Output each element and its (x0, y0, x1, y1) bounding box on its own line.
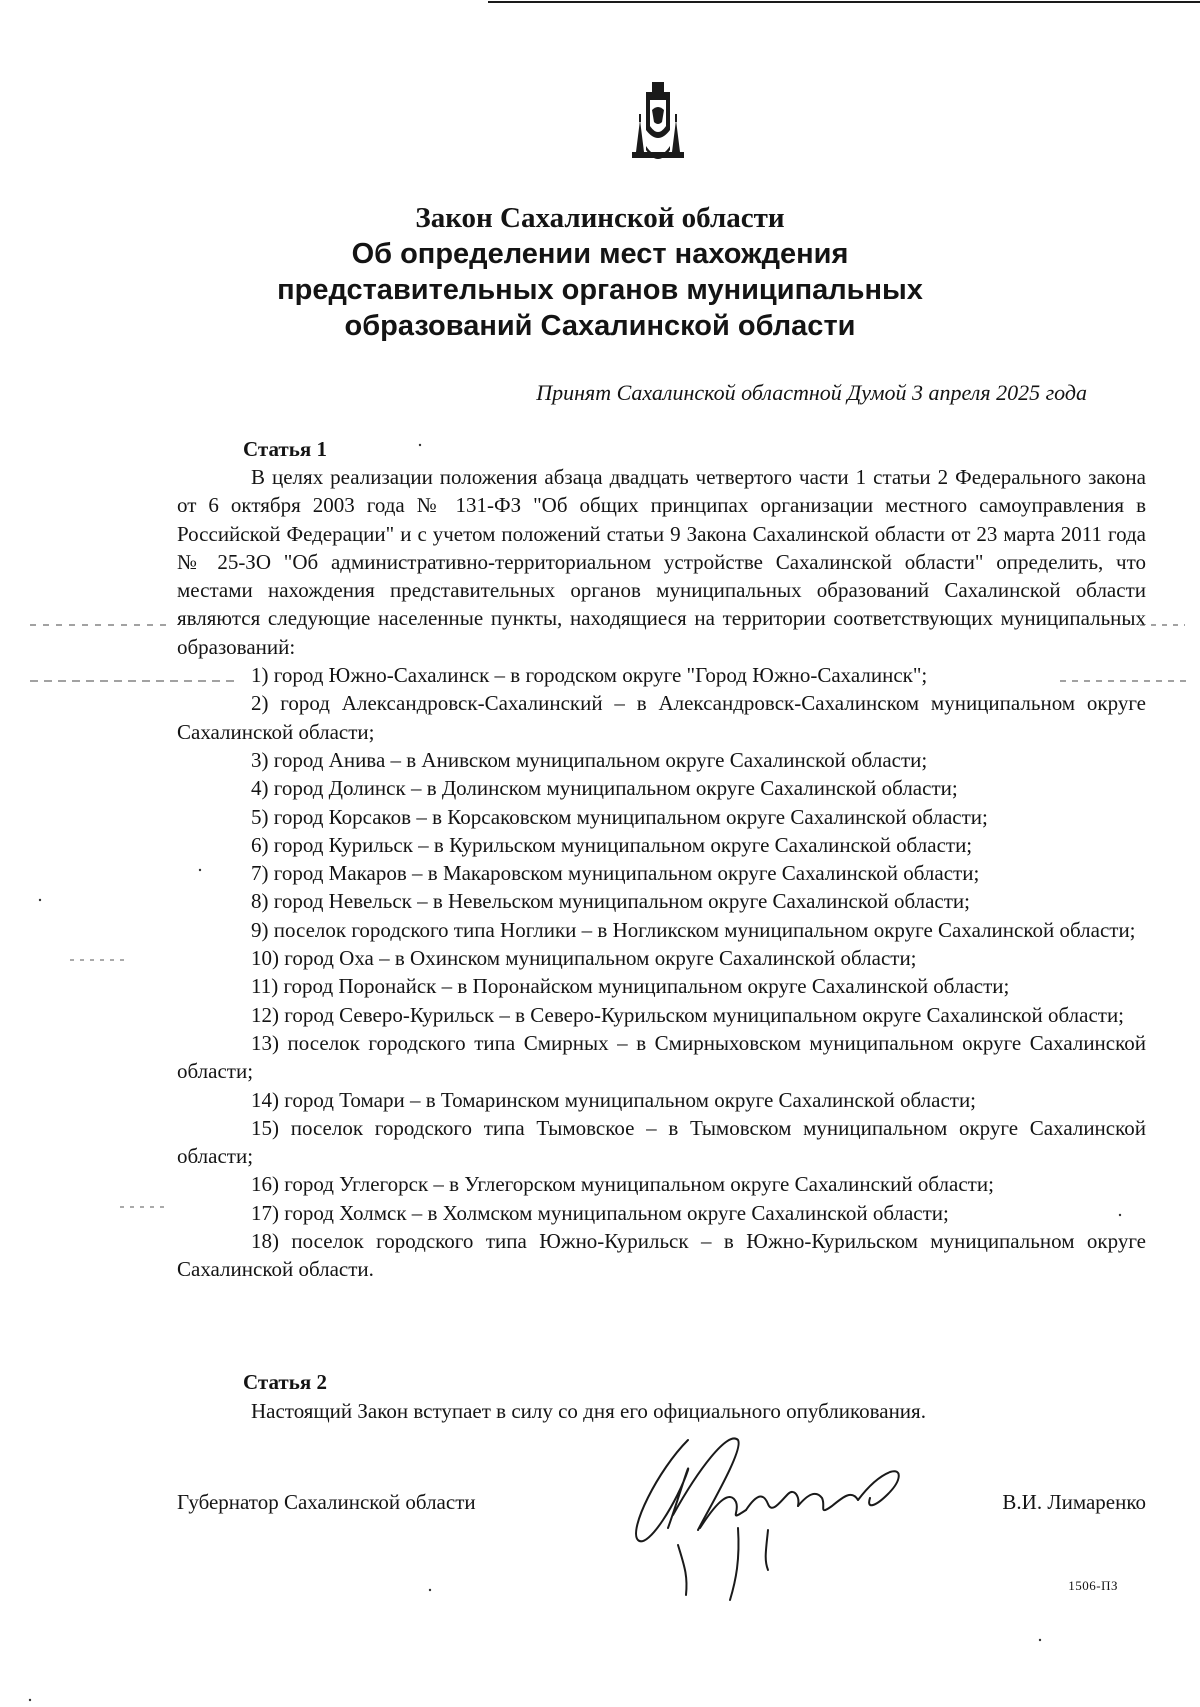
signer-position: Губернатор Сахалинской области (177, 1490, 476, 1514)
top-rule (488, 1, 1200, 3)
list-item: 16) город Углегорск – в Углегорском муниципальном округе Сахалинский области; (251, 1172, 994, 1197)
law-title-line: Об определении мест нахождения (351, 238, 849, 270)
article-1-heading: Статья 1 (243, 437, 327, 461)
list-item: 11) город Поронайск – в Поронайском муниципальном округе Сахалинской области; (251, 974, 1010, 999)
law-type: Закон Сахалинской области (415, 202, 785, 234)
list-item: 3) город Анива – в Анивском муниципальном округе Сахалинской области; (251, 747, 928, 772)
list-item: 1) город Южно-Сахалинск – в городском округе "Город Южно-Сахалинск"; (251, 663, 928, 688)
signer-name: В.И. Лимаренко (1002, 1490, 1146, 1514)
list-item: 7) город Макаров – в Макаровском муниципальном округе Сахалинской области; (251, 861, 980, 886)
article-2-heading: Статья 2 (243, 1370, 327, 1394)
document-code: 1506-ПЗ (1068, 1578, 1118, 1593)
list-item: 13) поселок городского типа Смирных – в Смирныховском муниципальном округе Сахалинской области; (177, 1030, 1146, 1084)
list-item: 14) город Томари – в Томаринском муниципальном округе Сахалинской области; (251, 1087, 977, 1112)
list-item: 18) поселок городского типа Южно-Курильск – в Южно-Курильском муниципальном округе Сахалинской области. (177, 1229, 1146, 1282)
article-1-body (177, 463, 1146, 1284)
handwritten-signature-icon (618, 1410, 928, 1610)
article-2-text: Настоящий Закон вступает в силу со дня его официального опубликования. (251, 1399, 926, 1423)
list-item: 15) поселок городского типа Тымовское – в Тымовском муниципальном округе Сахалинской области; (177, 1115, 1146, 1169)
law-title-line: образований Сахалинской области (344, 310, 856, 342)
list-item: 5) город Корсаков – в Корсаковском муниципальном округе Сахалинской области; (251, 804, 988, 829)
adoption-note: Принят Сахалинской областной Думой 3 апреля 2025 года (536, 380, 1087, 405)
law-header (0, 200, 1200, 344)
list-item: 9) поселок городского типа Ноглики – в Ногликском муниципальном округе Сахалинской области; (251, 917, 1136, 942)
list-item: 8) город Невельск – в Невельском муниципальном округе Сахалинской области; (251, 889, 971, 914)
list-item: 6) город Курильск – в Курильском муниципальном округе Сахалинской области; (251, 832, 973, 857)
list-item: 4) город Долинск – в Долинском муниципальном округе Сахалинской области; (251, 776, 958, 801)
law-title-line: представительных органов муниципальных (277, 274, 923, 306)
list-item: 2) город Александровск-Сахалинский – в Александровск-Сахалинском муниципальном округе Сахалинской области; (177, 691, 1146, 744)
article-1-intro: В целях реализации положения абзаца двадцать четвертого части 1 статьи 2 Федерального закона от 6 октября 2003 года № 131-ФЗ "Об общих принципах организации местного самоуправления в Российской Федерации" и с учетом положений статьи 9 Закона Сахалинской области от 23 марта 2011 года № 25-ЗО "Об административно-территориальном устройстве Сахалинской области" определить, что местами нахождения представительных органов муниципальных образований Сахалинской области являются следующие населенные пункты, находящиеся на территории соответствующих муниципальных образований: (177, 465, 1146, 659)
list-item: 17) город Холмск – в Холмском муниципальном округе Сахалинской области; (251, 1200, 949, 1225)
list-item: 10) город Оха – в Охинском муниципальном округе Сахалинской области; (251, 946, 917, 971)
sakhalin-coat-of-arms-icon (626, 80, 690, 170)
list-item: 12) город Северо-Курильск – в Северо-Курильском муниципальном округе Сахалинской области; (251, 1002, 1125, 1027)
